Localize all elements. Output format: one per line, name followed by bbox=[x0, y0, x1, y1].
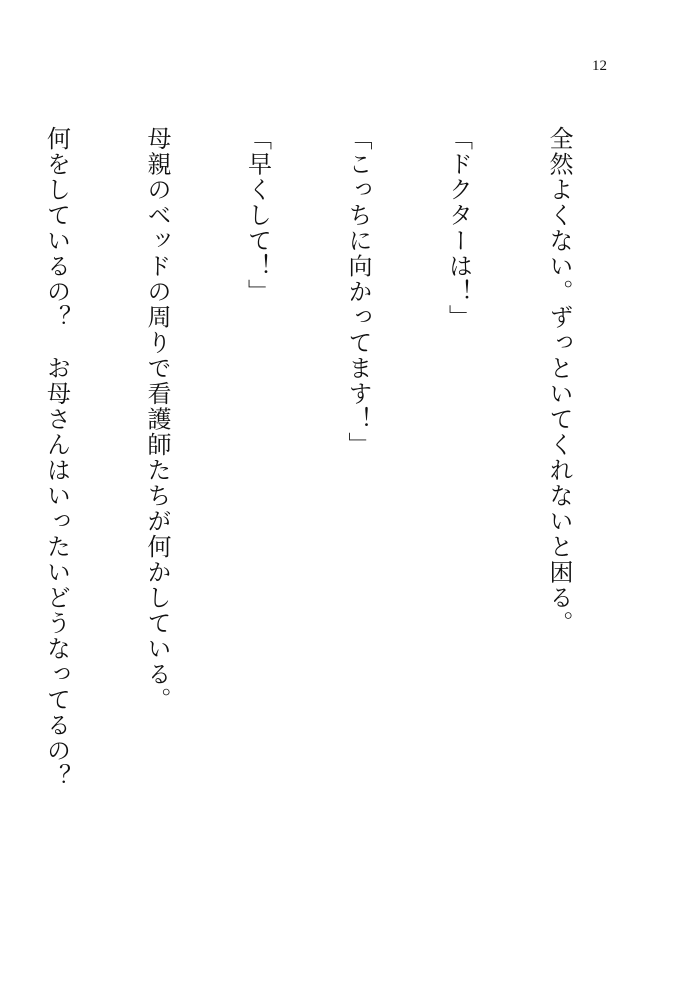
text-line: 母親のベッドの周りで看護師たちが何かしている。 bbox=[143, 126, 171, 713]
novel-text-body bbox=[0, 126, 642, 946]
text-line: 「ドクターは！」 bbox=[444, 126, 473, 330]
page-number: 12 bbox=[592, 58, 607, 74]
text-line: 全然よくない。ずっといてくれないと困る。 bbox=[545, 126, 573, 636]
text-line: 何をしているの？ お母さんはいったいどうなってるの？ bbox=[42, 126, 71, 789]
text-line: 「こっちに向かってます！」 bbox=[344, 126, 372, 458]
text-line: 「早くして！」 bbox=[243, 126, 272, 305]
